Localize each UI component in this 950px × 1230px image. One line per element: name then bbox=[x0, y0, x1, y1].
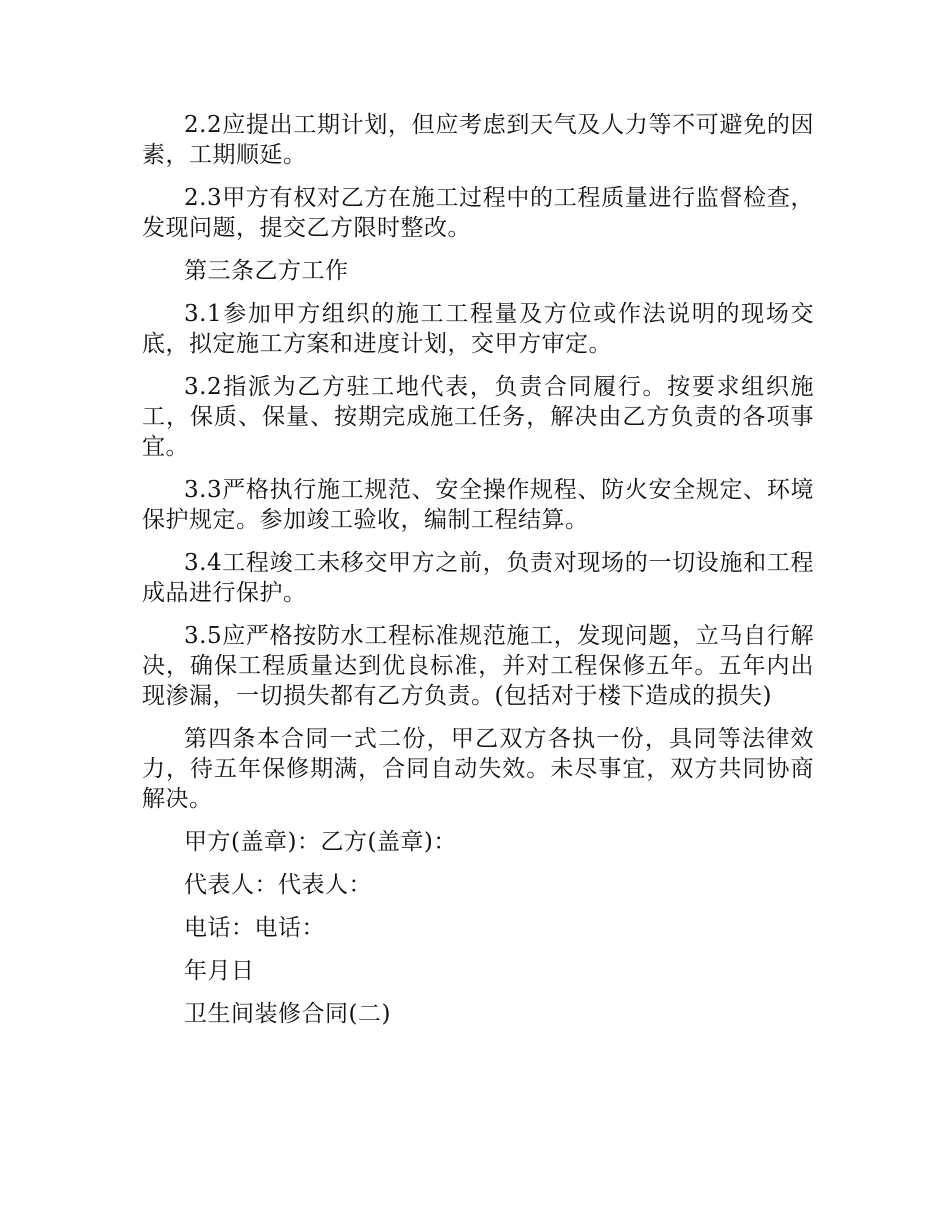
clause-2-2: 2.2应提出工期计划，但应考虑到天气及人力等不可避免的因素，工期顺延。 bbox=[142, 112, 814, 168]
signature-line-phone: 电话：电话： bbox=[184, 915, 325, 941]
clause-3-3: 3.3严格执行施工规范、安全操作规程、防火安全规定、环境保护规定。参加竣工验收，编制工程结算。 bbox=[142, 477, 814, 533]
clause-3-1: 3.1参加甲方组织的施工工程量及方位或作法说明的现场交底，拟定施工方案和进度计划，交甲方审定。 bbox=[142, 301, 814, 357]
clause-3-2: 3.2指派为乙方驻工地代表，负责合同履行。按要求组织施工，保质、保量、按期完成施工任务，解决由乙方负责的各项事宜。 bbox=[142, 374, 814, 460]
next-contract-title: 卫生间装修合同(二) bbox=[184, 1001, 391, 1027]
signature-line-date: 年月日 bbox=[184, 958, 255, 984]
clause-3-4: 3.4工程竣工未移交甲方之前，负责对现场的一切设施和工程成品进行保护。 bbox=[142, 550, 814, 606]
clause-2-3: 2.3甲方有权对乙方在施工过程中的工程质量进行监督检查，发现问题，提交乙方限时整改。 bbox=[142, 185, 814, 241]
clause-3-5: 3.5应严格按防水工程标准规范施工，发现问题，立马自行解决，确保工程质量达到优良标准，并对工程保修五年。五年内出现渗漏，一切损失都有乙方负责。(包括对于楼下造成的损失) bbox=[142, 623, 814, 709]
article-4: 第四条本合同一式二份，甲乙双方各执一份，具同等法律效力，待五年保修期满，合同自动失效。未尽事宜，双方共同协商解决。 bbox=[142, 726, 814, 812]
article-3-heading: 第三条乙方工作 bbox=[184, 258, 349, 284]
document-body bbox=[142, 110, 814, 1042]
signature-line-seal: 甲方(盖章)：乙方(盖章)： bbox=[184, 829, 457, 855]
signature-line-representative: 代表人：代表人： bbox=[184, 872, 372, 898]
